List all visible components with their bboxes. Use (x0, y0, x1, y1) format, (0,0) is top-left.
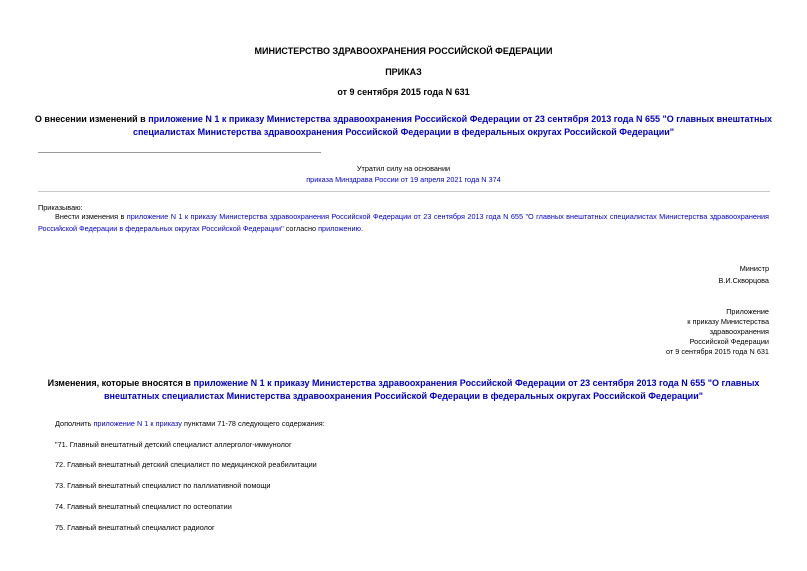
changes-intro-prefix: Дополнить (55, 418, 94, 428)
status-line (0, 174, 807, 185)
appendix-reference-line: Приложение (726, 307, 769, 316)
ministry-name: МИНИСТЕРСТВО ЗДРАВООХРАНЕНИЯ РОССИЙСКОЙ ФЕДЕРАЦИИ (254, 46, 553, 56)
changes-heading-link-continued[interactable]: внештатных специалистах Министерства здравоохранения Российской Федерации в федеральных округах Российской Федерации" (103, 390, 704, 401)
appendix-reference-line: от 9 сентября 2015 года N 631 (666, 347, 769, 356)
list-item: 74. Главный внештатный специалист по остеопатии (55, 501, 232, 511)
order-intro: Приказываю: (38, 202, 83, 212)
full-divider (38, 191, 770, 192)
list-item: 75. Главный внештатный специалист радиолог (55, 522, 215, 532)
new-items-list (55, 439, 317, 543)
changes-intro-suffix: пунктами 71-78 следующего содержания: (181, 418, 325, 428)
appendix-reference (666, 307, 769, 357)
changes-heading-link[interactable]: приложение N 1 к приказу Министерства здравоохранения Российской Федерации от 23 сентября 2013 года N 655 "О главных (193, 377, 760, 388)
signatory-name: В.И.Скворцова (718, 276, 769, 285)
signatory-position: Министр (739, 264, 769, 273)
changes-intro (55, 418, 325, 429)
list-item: 73. Главный внештатный специалист по паллиативной помощи (55, 481, 271, 490)
appendix-reference-line: здравоохранения (709, 327, 769, 336)
order-paragraph-appendix-link[interactable]: приложение N 1 к приказу Министерства здравоохранения Российской Федерации от 23 сентября 2013 года N 655 "О главных внештатных специалистах Министерства здравоохранения (126, 212, 769, 221)
order-paragraph-line-1 (38, 211, 769, 223)
changes-intro-link[interactable]: приложение N 1 к приказу (93, 418, 182, 428)
order-paragraph-mid: согласно (283, 224, 319, 233)
status-note: Утратил силу на основании (356, 163, 451, 173)
order-paragraph (38, 211, 769, 235)
changes-heading-line-2 (0, 390, 807, 403)
appendix-reference-line: Российской Федерации (689, 337, 769, 346)
changes-heading-line-1 (0, 377, 807, 390)
order-paragraph-attachment-link[interactable]: приложению (318, 224, 361, 233)
order-paragraph-line-2 (38, 223, 769, 235)
order-title-link-continued[interactable]: специалистах Министерства здравоохранения Российской Федерации в федеральных округах Российской Федерации" (132, 126, 675, 137)
signature-block (718, 263, 769, 287)
order-paragraph-end: . (361, 224, 364, 233)
order-paragraph-prefix: Внести изменения в (55, 212, 127, 221)
order-title (0, 113, 807, 139)
order-title-line-2 (0, 126, 807, 139)
list-item: "71. Главный внештатный детский специалист аллерголог-иммунолог (55, 439, 292, 449)
order-paragraph-appendix-link-continued[interactable]: Российской Федерации в федеральных округах Российской Федерации" (38, 224, 284, 233)
list-item: 72. Главный внештатный детский специалист по медицинской реабилитации (55, 460, 317, 470)
document-type: ПРИКАЗ (385, 66, 422, 77)
changes-heading (0, 377, 807, 403)
order-title-line-1 (0, 113, 807, 126)
repeal-order-link[interactable]: приказа Минздрава России от 19 апреля 2021 года N 374 (306, 174, 501, 184)
order-title-prefix: О внесении изменений в (34, 113, 149, 124)
short-divider (38, 152, 321, 153)
appendix-reference-line: к приказу Министерства (687, 317, 769, 326)
order-title-link[interactable]: приложение N 1 к приказу Министерства здравоохранения Российской Федерации от 23 сентября 2013 года N 655 "О главных внештатных (148, 113, 773, 124)
changes-heading-prefix: Изменения, которые вносятся в (47, 377, 194, 388)
order-date-number: от 9 сентября 2015 года N 631 (337, 86, 470, 97)
